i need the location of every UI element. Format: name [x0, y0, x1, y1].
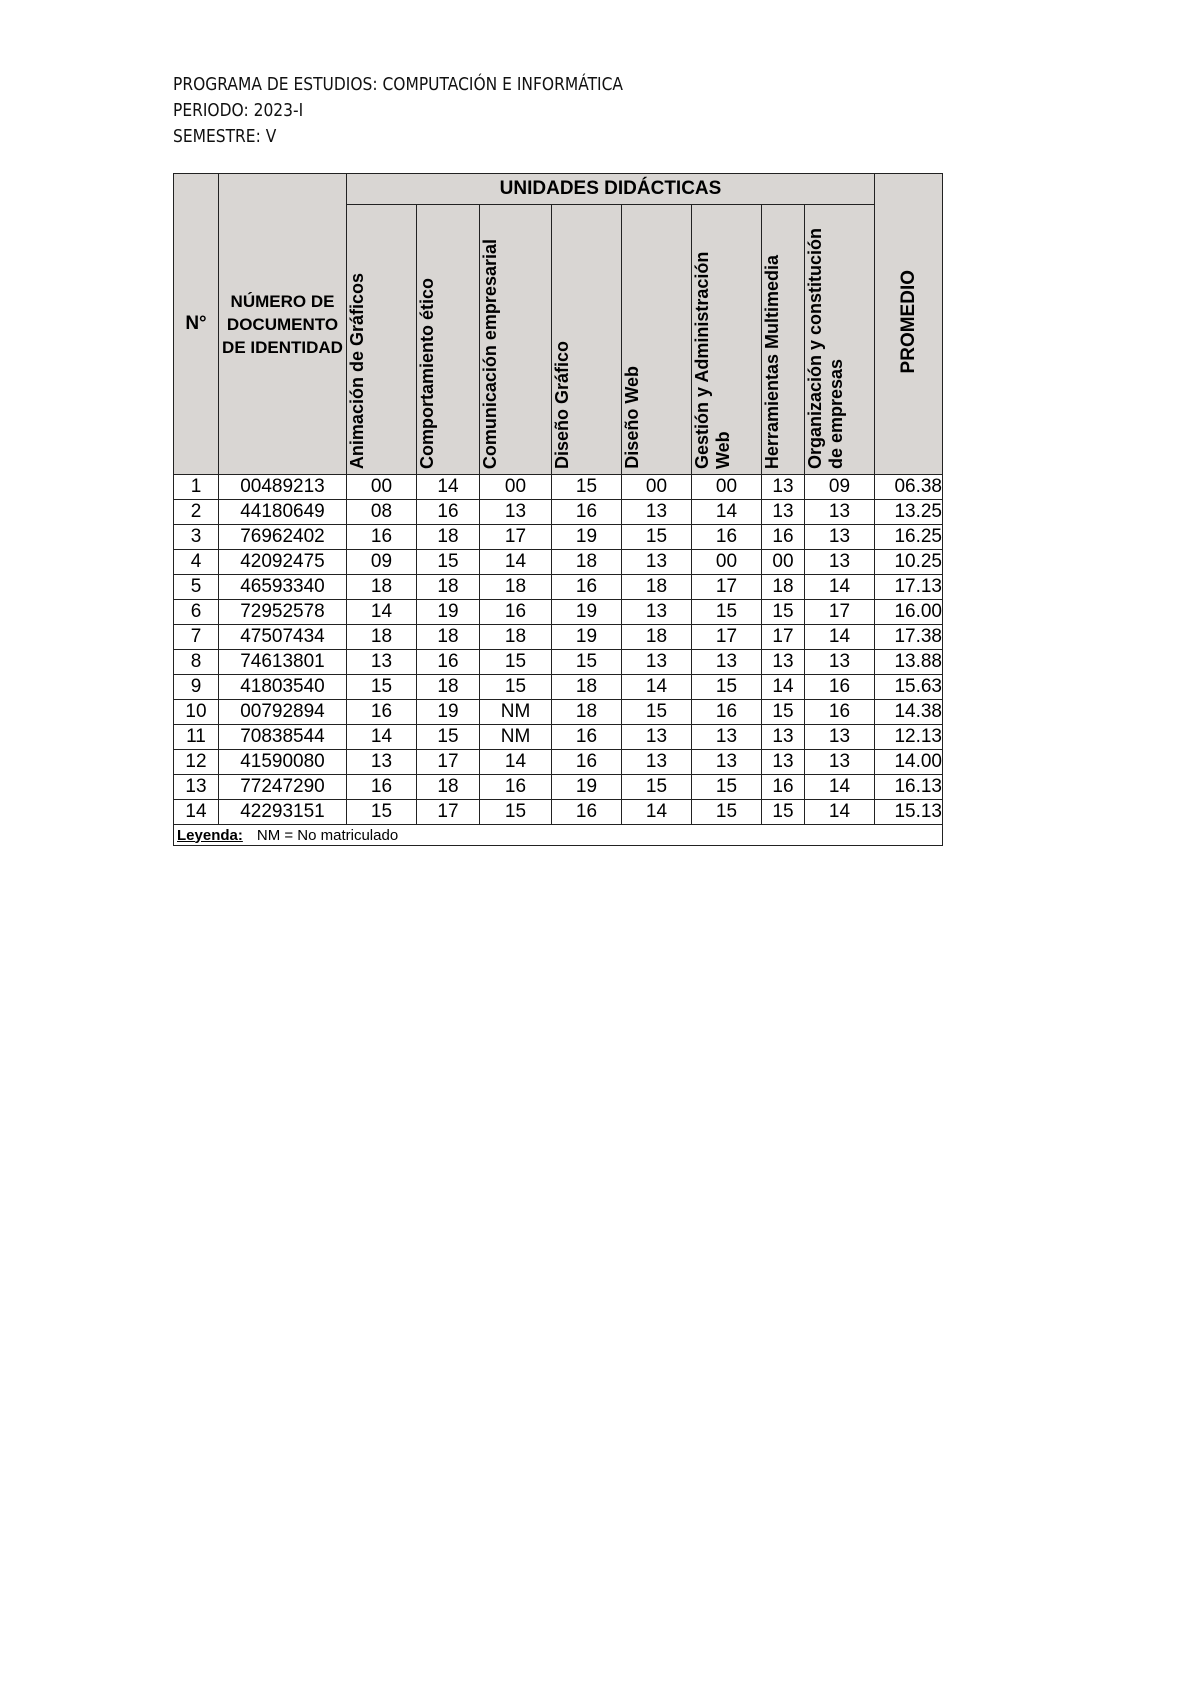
grade-cell: 16: [805, 675, 875, 700]
subject-label: Animación de Gráficos: [347, 272, 367, 469]
row-number-cell: 11: [174, 725, 219, 750]
grades-body: [174, 475, 943, 825]
grade-cell: 13: [762, 725, 805, 750]
grade-cell: 14: [480, 750, 552, 775]
grade-cell: 13: [805, 725, 875, 750]
grade-cell: 16: [480, 600, 552, 625]
row-number-cell: 6: [174, 600, 219, 625]
grade-cell: 13: [622, 550, 692, 575]
grade-cell: 18: [762, 575, 805, 600]
grade-cell: NM: [480, 700, 552, 725]
header-promedio: [875, 174, 943, 475]
grade-cell: 15: [692, 675, 762, 700]
grade-cell: 13: [692, 650, 762, 675]
row-number-cell: 8: [174, 650, 219, 675]
grade-cell: 18: [417, 775, 480, 800]
document-number-cell: 77247290: [219, 775, 347, 800]
grade-cell: 17: [480, 525, 552, 550]
legend-cell: [174, 825, 943, 846]
row-number-cell: 9: [174, 675, 219, 700]
grade-cell: 13: [480, 500, 552, 525]
grade-cell: 14: [692, 500, 762, 525]
grade-cell: 14: [622, 675, 692, 700]
grade-cell: 00: [692, 475, 762, 500]
grade-cell: 16: [552, 575, 622, 600]
grade-cell: 08: [347, 500, 417, 525]
row-number-cell: 1: [174, 475, 219, 500]
grade-cell: 15: [692, 775, 762, 800]
grade-cell: 18: [480, 575, 552, 600]
programa-line: PROGRAMA DE ESTUDIOS: COMPUTACIÓN E INFORMÁTICA: [173, 74, 624, 95]
row-number-cell: 4: [174, 550, 219, 575]
grade-cell: 13: [805, 525, 875, 550]
subject-label: Comportamiento ético: [417, 277, 437, 469]
grade-cell: 16: [480, 775, 552, 800]
row-number-cell: 5: [174, 575, 219, 600]
document-header: [173, 72, 623, 150]
grade-cell: 14: [762, 675, 805, 700]
grade-cell: 13: [762, 750, 805, 775]
grade-cell: 16: [552, 500, 622, 525]
header-subject-4: [552, 205, 622, 475]
grade-cell: 19: [417, 600, 480, 625]
grade-cell: 15: [417, 550, 480, 575]
document-number-cell: 46593340: [219, 575, 347, 600]
grade-cell: 13: [805, 500, 875, 525]
grade-cell: 18: [622, 575, 692, 600]
document-number-cell: 41803540: [219, 675, 347, 700]
header-subject-1: [347, 205, 417, 475]
promedio-cell: 14.00: [875, 750, 943, 775]
header-unidades-didacticas: UNIDADES DIDÁCTICAS: [347, 174, 875, 205]
grade-cell: 15: [622, 525, 692, 550]
grade-cell: 19: [552, 625, 622, 650]
row-number-cell: 13: [174, 775, 219, 800]
document-number-cell: 76962402: [219, 525, 347, 550]
grade-cell: 14: [805, 800, 875, 825]
row-number-cell: 12: [174, 750, 219, 775]
document-number-cell: 72952578: [219, 600, 347, 625]
header-subject-3: [480, 205, 552, 475]
grade-cell: 15: [480, 800, 552, 825]
grade-cell: 16: [347, 525, 417, 550]
grade-cell: 15: [762, 700, 805, 725]
legend-label: Leyenda:: [177, 826, 243, 844]
header-subject-7: [762, 205, 805, 475]
grade-cell: 18: [480, 625, 552, 650]
grade-cell: 13: [622, 650, 692, 675]
grade-cell: 15: [762, 600, 805, 625]
grade-cell: 00: [480, 475, 552, 500]
grade-cell: 13: [762, 475, 805, 500]
grade-cell: 00: [347, 475, 417, 500]
grade-cell: 13: [805, 750, 875, 775]
grade-cell: 16: [805, 700, 875, 725]
grade-cell: 16: [552, 750, 622, 775]
grade-cell: 18: [347, 625, 417, 650]
subject-label: Organización y constitución de empresas: [805, 227, 846, 469]
grade-cell: 13: [622, 750, 692, 775]
grade-cell: 15: [347, 800, 417, 825]
subject-label: Comunicación empresarial: [480, 238, 500, 469]
grade-cell: 15: [552, 650, 622, 675]
grade-cell: 18: [417, 675, 480, 700]
grade-cell: 15: [692, 800, 762, 825]
grade-cell: 13: [347, 650, 417, 675]
grade-cell: 15: [480, 650, 552, 675]
grade-cell: 15: [552, 475, 622, 500]
grade-cell: 16: [692, 525, 762, 550]
table-row: [174, 775, 943, 800]
grade-cell: 13: [347, 750, 417, 775]
legend-text: NM = No matriculado: [256, 826, 399, 844]
table-row: [174, 500, 943, 525]
document-number-cell: 00489213: [219, 475, 347, 500]
grade-cell: 15: [417, 725, 480, 750]
promedio-cell: 14.38: [875, 700, 943, 725]
grade-cell: 14: [805, 575, 875, 600]
table-row: [174, 725, 943, 750]
grade-cell: 00: [692, 550, 762, 575]
grade-cell: 16: [347, 700, 417, 725]
promedio-cell: 15.63: [875, 675, 943, 700]
grade-cell: 18: [552, 700, 622, 725]
header-promedio-label: PROMEDIO: [897, 269, 919, 374]
grade-cell: 14: [805, 625, 875, 650]
table-row: [174, 675, 943, 700]
table-row: [174, 525, 943, 550]
periodo-line: PERIODO: 2023-I: [173, 100, 304, 121]
document-number-cell: 47507434: [219, 625, 347, 650]
grade-cell: 00: [622, 475, 692, 500]
grade-cell: 16: [552, 800, 622, 825]
grade-cell: 17: [692, 575, 762, 600]
document-number-cell: 41590080: [219, 750, 347, 775]
grade-cell: 13: [622, 600, 692, 625]
table-row: [174, 550, 943, 575]
grade-cell: 16: [692, 700, 762, 725]
grade-cell: 14: [480, 550, 552, 575]
document-number-cell: 44180649: [219, 500, 347, 525]
table-row: [174, 600, 943, 625]
row-number-cell: 3: [174, 525, 219, 550]
grade-cell: 09: [347, 550, 417, 575]
grade-cell: 18: [347, 575, 417, 600]
grade-cell: 18: [552, 550, 622, 575]
grade-cell: 15: [480, 675, 552, 700]
subject-label: Herramientas Multimedia: [762, 254, 782, 469]
header-documento: NÚMERO DE DOCUMENTO DE IDENTIDAD: [219, 174, 347, 475]
grade-cell: 15: [692, 600, 762, 625]
grade-cell: 16: [762, 525, 805, 550]
grade-cell: 17: [762, 625, 805, 650]
promedio-cell: 13.88: [875, 650, 943, 675]
legend-row: [174, 825, 943, 846]
grade-cell: 17: [417, 800, 480, 825]
promedio-cell: 17.38: [875, 625, 943, 650]
header-subject-8: [805, 205, 875, 475]
subject-label: Diseño Web: [622, 366, 642, 469]
table-row: [174, 700, 943, 725]
grade-cell: 18: [417, 525, 480, 550]
grade-cell: 14: [805, 775, 875, 800]
grade-cell: 13: [805, 550, 875, 575]
grade-cell: 16: [417, 650, 480, 675]
grade-cell: 13: [692, 750, 762, 775]
grade-cell: 19: [417, 700, 480, 725]
header-subject-5: [622, 205, 692, 475]
promedio-cell: 16.00: [875, 600, 943, 625]
document-number-cell: 74613801: [219, 650, 347, 675]
promedio-cell: 12.13: [875, 725, 943, 750]
document-number-cell: 00792894: [219, 700, 347, 725]
document-number-cell: 70838544: [219, 725, 347, 750]
table-row: [174, 800, 943, 825]
promedio-cell: 15.13: [875, 800, 943, 825]
grade-cell: 14: [347, 725, 417, 750]
grade-cell: 00: [762, 550, 805, 575]
promedio-cell: 13.25: [875, 500, 943, 525]
grade-cell: 16: [417, 500, 480, 525]
table-row: [174, 650, 943, 675]
grade-cell: 15: [347, 675, 417, 700]
grade-cell: 18: [417, 575, 480, 600]
grade-cell: 16: [552, 725, 622, 750]
table-row: [174, 575, 943, 600]
grade-cell: 13: [622, 725, 692, 750]
promedio-cell: 16.13: [875, 775, 943, 800]
grade-cell: 09: [805, 475, 875, 500]
grade-cell: 16: [762, 775, 805, 800]
row-number-cell: 7: [174, 625, 219, 650]
grade-cell: 19: [552, 525, 622, 550]
header-n: N°: [174, 174, 219, 475]
semestre-line: SEMESTRE: V: [173, 126, 277, 147]
table-row: [174, 750, 943, 775]
grade-cell: 13: [762, 650, 805, 675]
document-number-cell: 42092475: [219, 550, 347, 575]
grade-cell: 13: [762, 500, 805, 525]
header-subject-6: [692, 205, 762, 475]
promedio-cell: 16.25: [875, 525, 943, 550]
grade-cell: 15: [622, 700, 692, 725]
grade-cell: NM: [480, 725, 552, 750]
subject-label: Diseño Gráfico: [552, 340, 572, 469]
table-row: [174, 625, 943, 650]
grade-cell: 18: [417, 625, 480, 650]
grade-cell: 14: [622, 800, 692, 825]
grade-cell: 19: [552, 600, 622, 625]
grade-cell: 17: [417, 750, 480, 775]
promedio-cell: 10.25: [875, 550, 943, 575]
document-number-cell: 42293151: [219, 800, 347, 825]
grade-cell: 19: [552, 775, 622, 800]
header-subject-2: [417, 205, 480, 475]
grade-cell: 14: [417, 475, 480, 500]
grade-cell: 13: [622, 500, 692, 525]
grade-cell: 13: [805, 650, 875, 675]
grade-cell: 14: [347, 600, 417, 625]
subject-label: Gestión y Administración Web: [692, 251, 733, 469]
grade-cell: 15: [622, 775, 692, 800]
grades-table: [173, 173, 943, 846]
grade-cell: 18: [622, 625, 692, 650]
grade-cell: 16: [347, 775, 417, 800]
grade-cell: 17: [805, 600, 875, 625]
row-number-cell: 10: [174, 700, 219, 725]
grade-cell: 17: [692, 625, 762, 650]
row-number-cell: 2: [174, 500, 219, 525]
grade-cell: 13: [692, 725, 762, 750]
promedio-cell: 06.38: [875, 475, 943, 500]
table-row: [174, 475, 943, 500]
row-number-cell: 14: [174, 800, 219, 825]
promedio-cell: 17.13: [875, 575, 943, 600]
grade-cell: 15: [762, 800, 805, 825]
grade-cell: 18: [552, 675, 622, 700]
